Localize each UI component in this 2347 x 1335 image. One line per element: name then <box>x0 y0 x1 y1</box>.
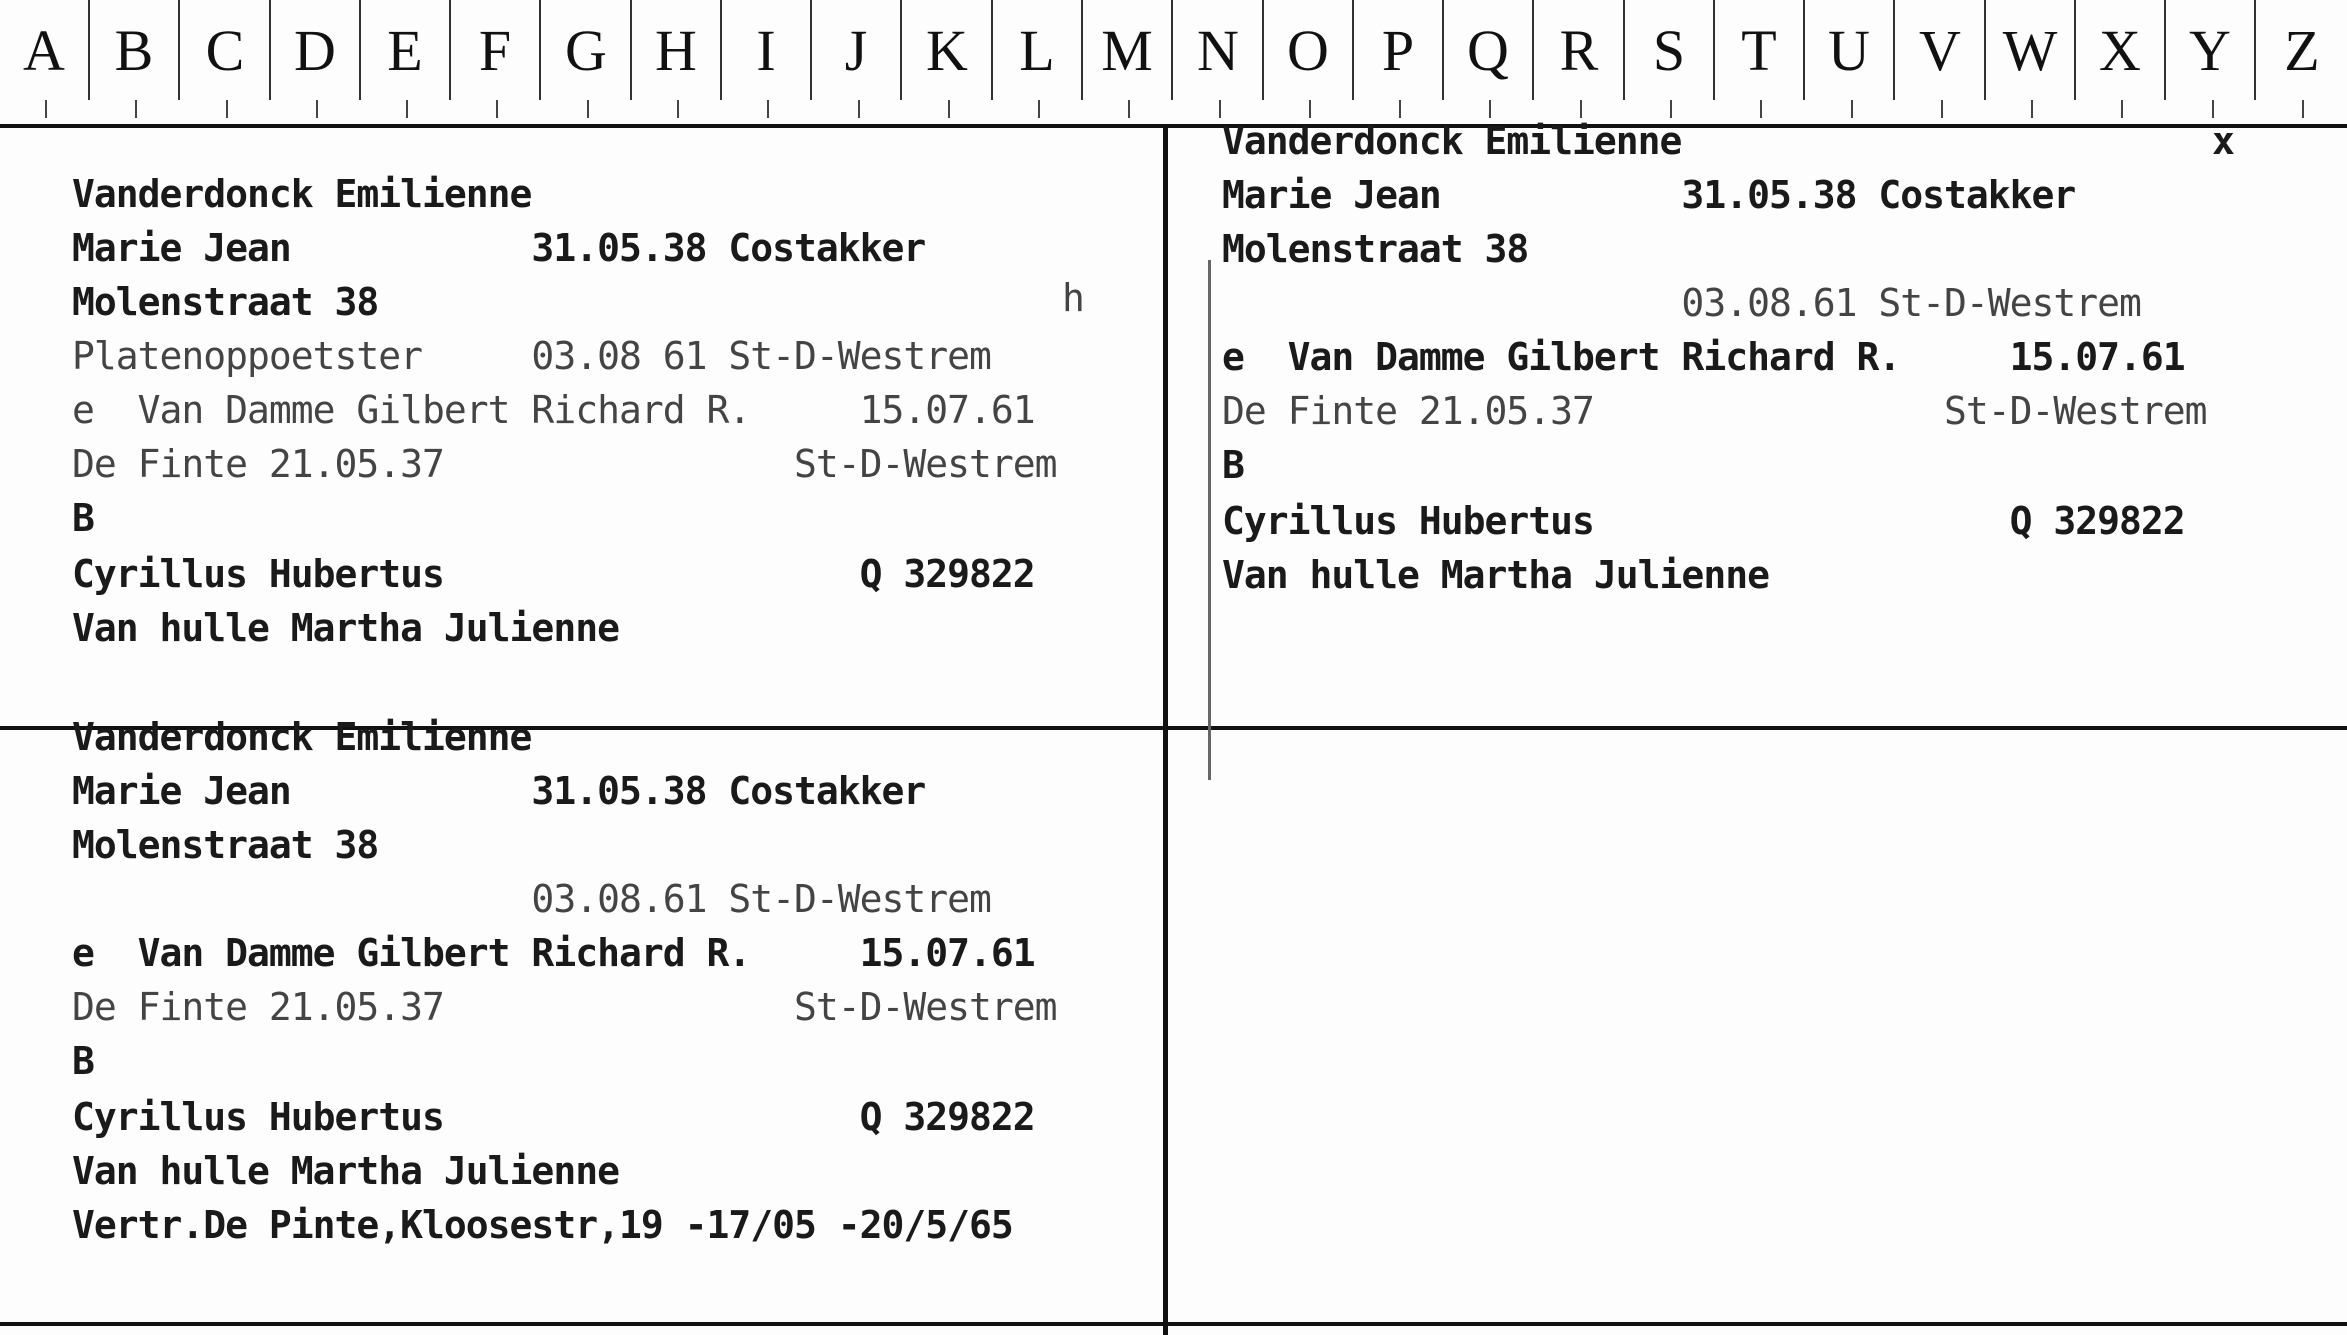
index-tick <box>1128 100 1130 118</box>
index-letter-r: R <box>1535 0 1625 100</box>
card-line: B <box>1222 443 1244 487</box>
index-tick <box>1399 100 1401 118</box>
index-letter-p: P <box>1354 0 1444 100</box>
card-line: Vanderdonck Emilienne <box>72 715 532 759</box>
card-line: e Van Damme Gilbert Richard R. 15.07.61 <box>72 931 1035 975</box>
index-tick <box>2212 100 2214 118</box>
index-letter-j: J <box>812 0 902 100</box>
index-tick <box>45 100 47 118</box>
index-letter-a: A <box>0 0 90 100</box>
card-mark: x <box>2212 119 2235 163</box>
card-line: e Van Damme Gilbert Richard R. 15.07.61 <box>72 388 1035 432</box>
card-line: De Finte 21.05.37 St-D-Westrem <box>72 442 1057 486</box>
index-letter-d: D <box>271 0 361 100</box>
index-letter-z: Z <box>2284 17 2320 83</box>
card-line: De Finte 21.05.37 St-D-Westrem <box>1222 389 2207 433</box>
bottom-divider <box>0 1322 2347 1326</box>
card-line: Van hulle Martha Julienne <box>72 606 619 650</box>
card-line: 03.08.61 St-D-Westrem <box>72 877 991 921</box>
index-tick <box>406 100 408 118</box>
index-tick <box>1851 100 1853 118</box>
index-letter-f: F <box>451 0 541 100</box>
index-letter-w: W <box>1986 0 2076 100</box>
index-tick <box>858 100 860 118</box>
card-line: Cyrillus Hubertus Q 329822 <box>72 552 1035 596</box>
card-line: Van hulle Martha Julienne <box>72 1149 619 1193</box>
index-letter-l: L <box>993 0 1083 100</box>
index-letter-n: N <box>1174 0 1264 100</box>
index-tick <box>1219 100 1221 118</box>
index-tick <box>1309 100 1311 118</box>
index-tick <box>948 100 950 118</box>
card-mark: h <box>1062 276 1085 320</box>
card-line: Vanderdonck Emilienne <box>72 172 532 216</box>
index-tick <box>587 100 589 118</box>
card-line: Molenstraat 38 <box>1222 227 1529 271</box>
index-tick <box>1760 100 1762 118</box>
index-letter-v: V <box>1896 0 1986 100</box>
index-letter-s: S <box>1625 0 1715 100</box>
card-line: B <box>72 1039 94 1083</box>
index-tick <box>1670 100 1672 118</box>
index-tick <box>496 100 498 118</box>
card-line: Molenstraat 38 <box>72 823 379 867</box>
index-tick <box>677 100 679 118</box>
index-tick <box>1038 100 1040 118</box>
card-line: Marie Jean 31.05.38 Costakker <box>72 226 926 270</box>
index-letter-m: M <box>1083 0 1173 100</box>
card-line: Cyrillus Hubertus Q 329822 <box>1222 499 2185 543</box>
alphabet-index-strip <box>0 0 2347 118</box>
card-line: Vertr.De Pinte,Kloosestr,19 -17/05 -20/5/65 <box>72 1203 1013 1247</box>
index-tick <box>1489 100 1491 118</box>
index-strip-divider <box>0 124 2347 128</box>
card-2-margin-rule <box>1208 260 1211 780</box>
card-line: 03.08.61 St-D-Westrem <box>1222 281 2141 325</box>
index-tick <box>1941 100 1943 118</box>
vertical-divider <box>1163 128 1168 1335</box>
card-line: Cyrillus Hubertus Q 329822 <box>72 1095 1035 1139</box>
index-letter-b: B <box>90 0 180 100</box>
index-tick <box>226 100 228 118</box>
card-line: Marie Jean 31.05.38 Costakker <box>1222 173 2076 217</box>
index-tick <box>1580 100 1582 118</box>
index-letter-y: Y <box>2166 0 2256 100</box>
index-letter-g: G <box>542 0 632 100</box>
card-line: B <box>72 496 94 540</box>
index-letter-c: C <box>181 0 271 100</box>
index-letter-k: K <box>903 0 993 100</box>
index-letter-h: H <box>632 0 722 100</box>
card-line: Molenstraat 38 <box>72 280 379 324</box>
index-letter-e: E <box>361 0 451 100</box>
index-letter-i: I <box>722 0 812 100</box>
card-line: e Van Damme Gilbert Richard R. 15.07.61 <box>1222 335 2185 379</box>
card-line: De Finte 21.05.37 St-D-Westrem <box>72 985 1057 1029</box>
index-tick <box>2031 100 2033 118</box>
card-line: Marie Jean 31.05.38 Costakker <box>72 769 926 813</box>
index-letter-q: Q <box>1444 0 1534 100</box>
index-letter-u: U <box>1805 0 1895 100</box>
card-line: Van hulle Martha Julienne <box>1222 553 1769 597</box>
index-tick <box>2121 100 2123 118</box>
index-tick <box>2302 100 2304 118</box>
card-line: Platenoppoetster 03.08 61 St-D-Westrem <box>72 334 991 378</box>
index-tick <box>316 100 318 118</box>
index-letter-o: O <box>1264 0 1354 100</box>
index-letter-x: X <box>2076 0 2166 100</box>
card-line: Vanderdonck Emilienne <box>1222 119 1682 163</box>
index-tick <box>767 100 769 118</box>
index-tick <box>135 100 137 118</box>
index-letter-t: T <box>1715 0 1805 100</box>
